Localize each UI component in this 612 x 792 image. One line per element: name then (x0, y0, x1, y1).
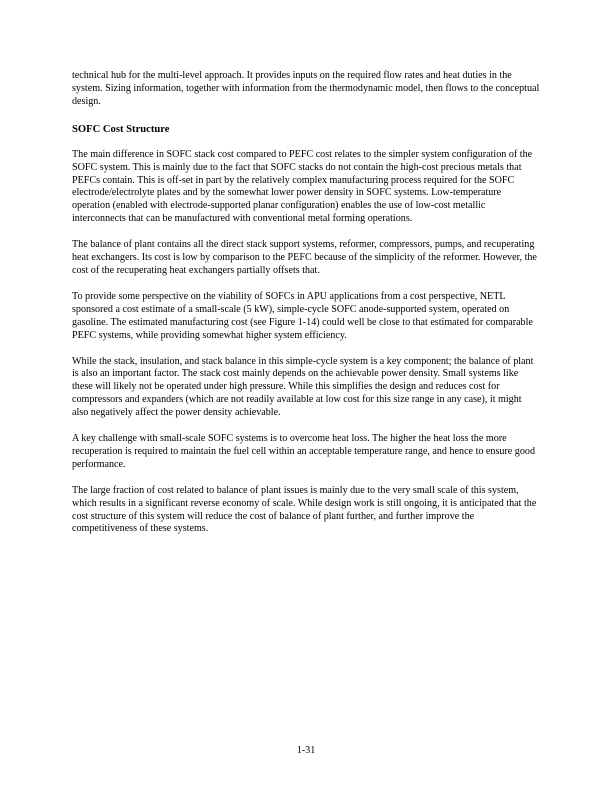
document-body (72, 70, 540, 536)
page-number: 1-31 (296, 745, 316, 756)
section-heading: SOFC Cost Structure (72, 123, 170, 135)
paragraph-economy-of-scale: The large fraction of cost related to balance of plant issues is mainly due to the very small scale of this system, which results in a significant reverse economy of scale. While design work is still ongoing, it is anticipated that the cost structure of this system will reduce the cost of balance of plant further, and further improve the competitiveness of these systems. (72, 484, 537, 535)
paragraph-netl-estimate: To provide some perspective on the viability of SOFCs in APU applications from a cost perspective, NETL sponsored a cost estimate of a small-scale (5 kW), simple-cycle SOFC anode-supported system, operated on gasoline. The estimated manufacturing cost (see Figure 1-14) could well be close to that estimated for comparable PEFC systems, while providing somewhat higher system efficiency. (72, 290, 533, 341)
paragraph-heat-loss: A key challenge with small-scale SOFC systems is to overcome heat loss. The higher the heat loss the more recuperation is required to maintain the fuel cell within an acceptable temperature range, and hence to ensure good performance. (72, 433, 535, 470)
paragraph-balance-of-plant: The balance of plant contains all the direct stack support systems, reformer, compressors, pumps, and recuperating heat exchangers. Its cost is low by comparison to the PEFC because of the simplicity of the reformer. However, the cost of the recuperating heat exchangers partially offsets that. (72, 239, 537, 276)
paragraph-stack-cost: The main difference in SOFC stack cost compared to PEFC cost relates to the simpler system configuration of the SOFC system. This is mainly due to the fact that SOFC stacks do not contain the high-cost precious metals that PEFCs contain. This is off-set in part by the relatively complex manufacturing process required for the SOFC electrode/electrolyte plates and by the somewhat lower power density in SOFC systems. Low-temperature operation (enabled with electrode-supported planar configuration) enables the use of low-cost metallic interconnects that can be manufactured with conventional metal forming operations. (72, 148, 533, 225)
paragraph-stack-insulation: While the stack, insulation, and stack balance in this simple-cycle system is a key component; the balance of plant is also an important factor. The stack cost mainly depends on the achievable power density. Small systems like these will likely not be operated under high pressure. While this simplifies the design and reduces cost for compressors and expanders (which are not readily available at low cost for this size range in any case), it might also negatively affect the power density achievable. (72, 355, 534, 419)
intro-paragraph: technical hub for the multi-level approach. It provides inputs on the required flow rates and heat duties in the system. Sizing information, together with information from the thermodynamic model, then flows to the conceptual design. (72, 70, 540, 107)
